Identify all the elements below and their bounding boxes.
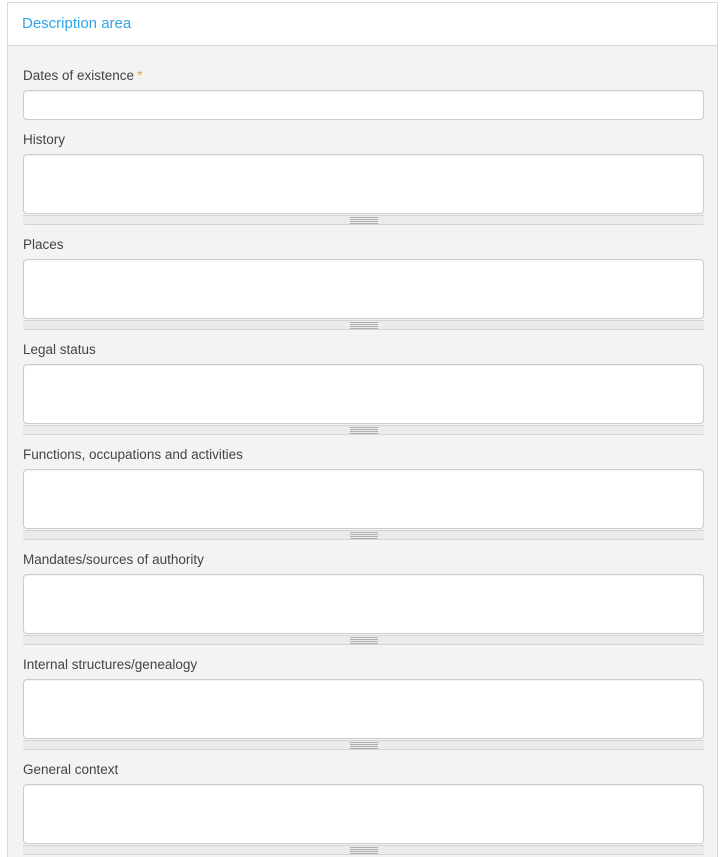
general-context-resize-handle[interactable]	[23, 845, 704, 855]
mandates-sources-authority-textarea[interactable]	[23, 574, 704, 634]
grip-lines-icon	[350, 217, 378, 224]
field-legal-status	[23, 342, 704, 435]
field-functions-occupations-activities	[23, 447, 704, 540]
grip-lines-icon	[350, 637, 378, 644]
field-label: Internal structures/genealogy	[23, 657, 198, 672]
field-label	[23, 68, 704, 84]
grip-lines-icon	[350, 847, 378, 854]
field-label: Mandates/sources of authority	[23, 552, 204, 567]
field-mandates-sources-authority	[23, 552, 704, 645]
legal-status-resize-handle[interactable]	[23, 425, 704, 435]
internal-structures-resize-handle[interactable]	[23, 740, 704, 750]
mandates-resize-handle[interactable]	[23, 635, 704, 645]
field-general-context	[23, 762, 704, 855]
required-asterisk: *	[137, 68, 143, 83]
field-places	[23, 237, 704, 330]
field-label: Places	[23, 237, 64, 252]
field-label-text: Dates of existence	[23, 68, 135, 83]
legal-status-textarea[interactable]	[23, 364, 704, 424]
general-context-textarea[interactable]	[23, 784, 704, 844]
field-label: Functions, occupations and activities	[23, 447, 243, 462]
internal-structures-genealogy-textarea[interactable]	[23, 679, 704, 739]
history-resize-handle[interactable]	[23, 215, 704, 225]
places-resize-handle[interactable]	[23, 320, 704, 330]
grip-lines-icon	[350, 427, 378, 434]
description-area-toggle[interactable]: Description area	[22, 15, 132, 32]
field-label: Legal status	[23, 342, 96, 357]
functions-occupations-activities-textarea[interactable]	[23, 469, 704, 529]
field-label: General context	[23, 762, 119, 777]
field-internal-structures-genealogy	[23, 657, 704, 750]
functions-resize-handle[interactable]	[23, 530, 704, 540]
field-dates-of-existence	[23, 68, 704, 120]
section-body	[8, 46, 717, 857]
dates-of-existence-input[interactable]	[23, 90, 704, 120]
field-label: History	[23, 132, 66, 147]
places-textarea[interactable]	[23, 259, 704, 319]
grip-lines-icon	[350, 532, 378, 539]
grip-lines-icon	[350, 742, 378, 749]
history-textarea[interactable]	[23, 154, 704, 214]
section-header	[8, 3, 717, 46]
field-history	[23, 132, 704, 225]
grip-lines-icon	[350, 322, 378, 329]
description-area-section	[7, 2, 718, 857]
